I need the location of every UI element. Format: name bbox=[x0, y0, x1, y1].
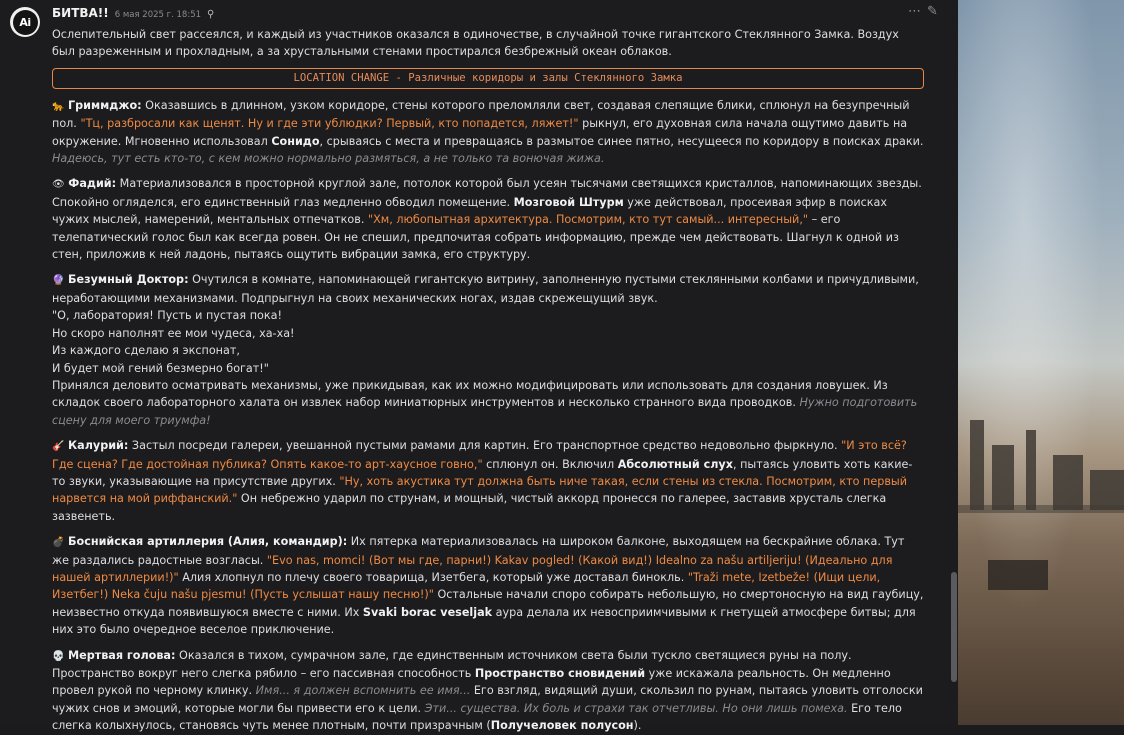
narration: Его тело слегка колыхнулось, становясь чуть менее плотным, почти призрачным ( bbox=[52, 701, 902, 733]
avatar[interactable] bbox=[10, 7, 40, 37]
skill-name: Абсолютный слух bbox=[617, 457, 733, 471]
narration: уже действовал, просеивая эфир в поисках чужих мыслей, намерений, ментальных отпечатков. bbox=[52, 195, 888, 227]
narration: Материализовался в просторной круглой зале, потолок которой был усеян тысячами светящихся кристаллов, напоминающих звезды. Спокойно огляделся, его единственный глаз медленно обводил помещение. bbox=[52, 177, 922, 209]
guitar-icon: 🎸 bbox=[52, 441, 65, 453]
message-header bbox=[52, 6, 214, 20]
rock bbox=[988, 560, 1048, 590]
scrollbar-thumb[interactable] bbox=[951, 572, 957, 682]
character-name: Безумный Доктор: bbox=[68, 273, 189, 287]
narration: Очутился в комнате, напоминающей гигантскую витрину, заполненную пустыми стеклянными колбами и причудливыми, неработающими механизмами. Подпрыгнул на своих механических ногах, издав скрежещущий звук. bbox=[52, 273, 919, 305]
more-icon[interactable]: ⋯ bbox=[908, 4, 921, 19]
character-name: Боснийская артиллерия (Алия, командир): bbox=[68, 535, 348, 549]
fadiy-post bbox=[52, 175, 924, 263]
narration: уже искажала реальность. Он медленно провел рукой по черному клинку. bbox=[52, 667, 891, 698]
narration: рыкнул, его духовная сила начала ощутимо давить на окружение. Мгновенно использовал bbox=[52, 117, 908, 148]
avatar-logo: Ai bbox=[13, 10, 38, 35]
bomb-icon: 💣 bbox=[52, 537, 65, 549]
leopard-icon: 🐆 bbox=[52, 100, 65, 112]
kaluriy-post bbox=[52, 437, 924, 525]
skill-name: Получеловек полусон bbox=[490, 719, 634, 733]
background-artwork bbox=[958, 0, 1124, 725]
doctor-post bbox=[52, 271, 924, 307]
narration: Их пятерка материализовалась на широком балконе, выходящем на бескрайние облака. Тут же раздались радостные возгласы. bbox=[52, 535, 905, 567]
narration: Алия хлопнул по плечу своего товарища, Изетбега, который уже доставал бинокль. bbox=[178, 570, 688, 584]
quote: "Хм, любопытная архитектура. Посмотрим, кто тут самый... интересный," bbox=[367, 213, 809, 227]
horizon-wall bbox=[958, 505, 1124, 513]
verse-line: И будет мой гений безмерно богат!" bbox=[52, 361, 269, 375]
ruin-spire bbox=[1053, 455, 1083, 510]
location-change-banner: LOCATION CHANGE - Различные коридоры и залы Стеклянного Замка bbox=[52, 68, 924, 89]
doctor-post-end bbox=[52, 377, 924, 429]
skill-name: Сонидо bbox=[271, 134, 320, 148]
crystal-ball-icon: 🔮 bbox=[52, 275, 65, 287]
edit-icon[interactable]: ✎ bbox=[927, 4, 938, 19]
timestamp: 6 мая 2025 г. 18:51 bbox=[114, 10, 202, 20]
quote: "Тц, разбросали как щенят. Ну и где эти ублюдки? Первый, кто попадется, ляжет!" bbox=[80, 117, 579, 131]
deadhead-post bbox=[52, 647, 924, 735]
narration: Его взгляд, видящий души, скользил по рунам, пытаясь уловить отголоски чужих снов и эмоций, которые могли бы привести его к цели. bbox=[52, 684, 923, 715]
author-name[interactable]: БИТВА!! bbox=[52, 6, 109, 20]
ruin-spire bbox=[1090, 470, 1124, 510]
narration: Он небрежно ударил по струнам, и мощный, чистый аккорд пронесся по галерее, заставив хрусталь слегка зазвенеть. bbox=[52, 492, 887, 523]
narration: , пытаясь уловить хоть какие-то звуки, указывающие на присутствие других. bbox=[52, 457, 913, 488]
narration: – его телепатический голос был как всегда ровен. Он не спешил, предпочитая собрать информацию, прежде чем действовать. Шагнул к одной из стен, приложив к ней ладонь, пытаясь ощутить вибрации замка, его структуру. bbox=[52, 213, 899, 262]
pin-icon: ⚲ bbox=[207, 9, 215, 20]
narration: ). bbox=[633, 719, 642, 733]
message-body bbox=[52, 26, 924, 735]
ruin-spire bbox=[970, 420, 984, 510]
narration: Оказался в тихом, сумрачном зале, где единственным источником света были тускло светящиеся руны на полу. Пространство вокруг него слегка рябило – его пассивная способность bbox=[52, 648, 852, 680]
character-name: Гриммджо: bbox=[68, 98, 142, 112]
narration: Остальные начали споро собирать небольшую, но смертоносную на вид гаубицу, неизвестно откуда появившуюся вместе с ними. Их bbox=[52, 588, 924, 619]
bosnian-post bbox=[52, 533, 924, 638]
quote: "И это всё? Где сцена? Где достойная публика? Опять какое-то арт-хаусное говно," bbox=[52, 439, 907, 471]
thought: Нужно подготовить сцену для моего триумфа! bbox=[52, 396, 918, 427]
thought: Надеюсь, тут есть кто-то, с кем можно нормально размяться, а не только та вонючая жижа. bbox=[52, 152, 605, 166]
narration: Оказавшись в длинном, узком коридоре, стены которого преломляли свет, создавая слепящие блики, сплюнул на безупречный пол. bbox=[52, 98, 910, 131]
thought: Имя... я должен вспомнить ее имя... bbox=[255, 684, 471, 698]
narration: Принялся деловито осматривать механизмы, уже прикидывая, как их можно модифицировать или использовать для создания ловушек. Из складок своего лабораторного халата он извлек набор миниатюрных инструментов и несколько странного вида проводков. bbox=[52, 378, 888, 410]
ruin-spire bbox=[992, 445, 1014, 510]
thought: Эти... существа. Их боль и страхи так отчетливы. Но они лишь помеха. bbox=[424, 701, 848, 715]
skull-icon: 💀 bbox=[52, 650, 65, 662]
intro-paragraph: Ослепительный свет рассеялся, и каждый из участников оказался в одиночестве, в случайной точке гигантского Стеклянного Замка. Воздух был разреженным и прохладным, а за хрустальными стенами простирался безбрежный океан облаков. bbox=[52, 28, 899, 59]
verse-line: Из каждого сделаю я экспонат, bbox=[52, 344, 240, 358]
verse-line: Но скоро наполнят ее мои чудеса, ха-ха! bbox=[52, 326, 295, 340]
character-name: Калурий: bbox=[68, 439, 129, 453]
skill-name: Svaki borac veseljak bbox=[362, 605, 493, 619]
narration: аура делала их невосприимчивыми к гнетущей атмосфере битвы; для них это было очередное веселое приключение. bbox=[52, 605, 916, 637]
narration: , срываясь с места и превращаясь в размытое синее пятно, несущееся по коридору в поисках драки. bbox=[319, 134, 924, 148]
grimmjow-post bbox=[52, 97, 924, 168]
narration: Застыл посреди галереи, увешанной пустыми рамами для картин. Его транспортное средство недовольно фыркнуло. bbox=[128, 439, 842, 453]
quote: "Ну, хоть акустика тут должна быть ниче такая, если стены из стекла. Посмотрим, кто первый нарвется на мой риффанский." bbox=[52, 474, 908, 506]
quote: "Evo nas, momci! (Вот мы где, парни!) Kakav pogled! (Какой вид!) Idealno za našu artiljeriju! (Идеально для нашей артиллерии!)" bbox=[52, 553, 893, 584]
quote: "Traži mete, Izetbeže! (Ищи цели, Изетбег!) Neka čuju našu pjesmu! (Пусть услышат нашу песню!)" bbox=[52, 570, 881, 602]
message-toolbar bbox=[908, 4, 938, 19]
skill-name: Пространство сновидений bbox=[474, 667, 646, 680]
character-name: Фадий: bbox=[68, 177, 117, 191]
skill-name: Мозговой Штурм bbox=[513, 195, 624, 209]
eye-icon: 👁 bbox=[52, 179, 65, 191]
ruin-spire bbox=[1026, 430, 1036, 510]
narration: сплюнул он. Включил bbox=[482, 457, 618, 471]
character-name: Мертвая голова: bbox=[68, 648, 176, 662]
verse-line: "О, лаборатория! Пусть и пустая пока! bbox=[52, 309, 282, 323]
